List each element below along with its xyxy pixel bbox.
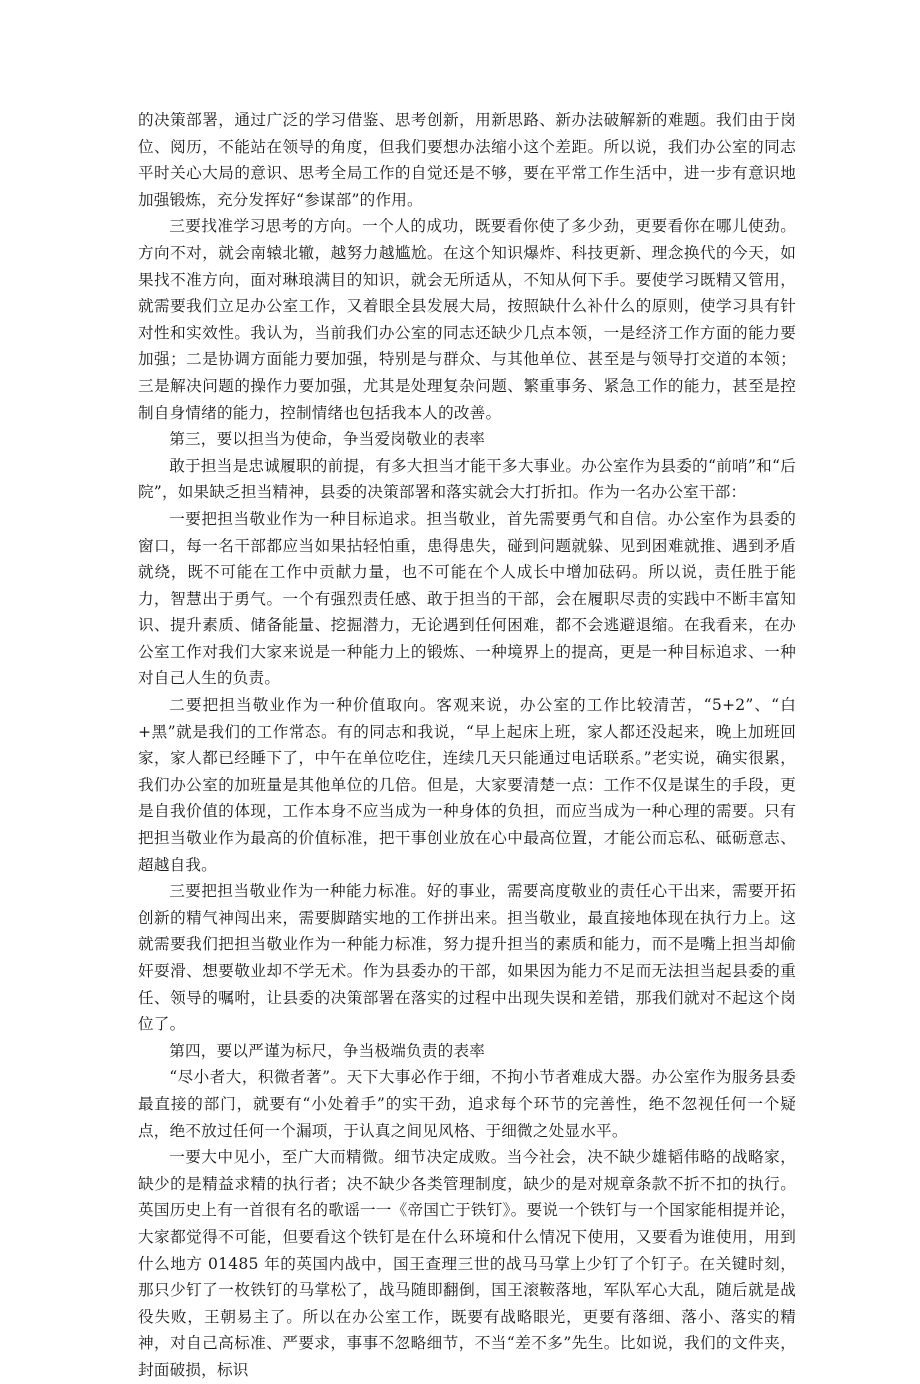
paragraph: 三要找准学习思考的方向。一个人的成功，既要看你使了多少劲，更要看你在哪儿使劲。方向不对，就会南辕北辙，越努力越尴尬。在这个知识爆炸、科技更新、理念换代的今天，如果找不准方向，面对琳琅满目的知识，就会无所适从，不知从何下手。要使学习既精又管用，就需要我们立足办公室工作，又着眼全县发展大局，按照缺什么补什么的原则，使学习具有针对性和实效性。我认为，当前我们办公室的同志还缺少几点本领，一是经济工作方面的能力要加强；二是协调方面能力要加强，特别是与群众、与其他单位、甚至是与领导打交道的本领；三是解决问题的操作力要加强，尤其是处理复杂问题、繁重事务、紧急工作的能力，甚至是控制自身情绪的能力，控制情绪也包括我本人的改善。 xyxy=(138,217,796,422)
section-heading: 第四，要以严谨为标尺，争当极端负责的表率 xyxy=(169,1041,486,1060)
paragraph: 敢于担当是忠诚履职的前提，有多大担当才能干多大事业。办公室作为县委的“前哨”和“后院”，如果缺乏担当精神，县委的决策部署和落实就会大打折扣。作为一名办公室干部： xyxy=(138,456,796,502)
paragraph: 的决策部署，通过广泛的学习借鉴、思考创新，用新思路、新办法破解新的难题。我们由于岗位、阅历，不能站在领导的角度，但我们要想办法缩小这个差距。所以说，我们办公室的同志平时关心大局的意识、思考全局工作的自觉还是不够，要在平常工作生活中，进一步有意识地加强锻炼，充分发挥好“参谋部”的作用。 xyxy=(138,111,796,209)
section-heading: 第三，要以担当为使命，争当爱岗敬业的表率 xyxy=(169,430,486,449)
paragraph: “尽小者大，积微者著”。天下大事必作于细，不拘小节者难成大器。办公室作为服务县委最直接的部门，就要有“小处着手”的实干劲，追求每个环节的完善性，绝不忽视任何一个疑点，绝不放过任何一个漏项，于认真之间见风格、于细微之处显水平。 xyxy=(138,1068,796,1140)
paragraph: 三要把担当敬业作为一种能力标准。好的事业，需要高度敬业的责任心干出来，需要开拓创新的精气神闯出来，需要脚踏实地的工作拼出来。担当敬业，最直接地体现在执行力上。这就需要我们把担当敬业作为一种能力标准，努力提升担当的素质和能力，而不是嘴上担当却偷奸耍滑、想要敬业却不学无术。作为县委办的干部，如果因为能力不足而无法担当起县委的重任、领导的嘱咐，让县委的决策部署在落实的过程中出现失误和差错，那我们就对不起这个岗位了。 xyxy=(138,882,796,1034)
document-page xyxy=(138,107,796,1384)
paragraph: 一要大中见小，至广大而精微。细节决定成败。当今社会，决不缺少雄韬伟略的战略家，缺少的是精益求精的执行者；决不缺少各类管理制度，缺少的是对规章条款不折不扣的执行。英国历史上有一首很有名的歌谣一一《帝国亡于铁钉》。要说一个铁钉与一个国家能相提并论，大家都觉得不可能，但要看这个铁钉是在什么环境和什么情况下使用，又要看为谁使用，用到什么地方 01485 年的英国内战中，国王查理三世的战马马掌上少钉了个钉子。在关键时刻，那只少钉了一枚铁钉的马掌松了，战马随即翻倒，国王滚鞍落地，军队军心大乱，随后就是战役失败，王朝易主了。所以在办公室工作，既要有战略眼光，更要有落细、落小、落实的精神，对自己高标准、严要求，事事不忽略细节，不当“差不多”先生。比如说，我们的文件夹，封面破损，标识 xyxy=(138,1148,796,1379)
paragraph: 二要把担当敬业作为一种价值取向。客观来说，办公室的工作比较清苦，“5+2”、“白+黑”就是我们的工作常态。有的同志和我说，“早上起床上班，家人都还没起来，晚上加班回家，家人都已经睡下了，中午在单位吃住，连续几天只能通过电话联系。”老实说，确实很累，我们办公室的加班量是其他单位的几倍。但是，大家要清楚一点：工作不仅是谋生的手段，更是自我价值的体现，工作本身不应当成为一种身体的负担，而应当成为一种心理的需要。只有把担当敬业作为最高的价值标准，把干事创业放在心中最高位置，才能公而忘私、砥砺意志、超越自我。 xyxy=(138,696,796,874)
paragraph: 一要把担当敬业作为一种目标追求。担当敬业，首先需要勇气和自信。办公室作为县委的窗口，每一名干部都应当如果拈轻怕重，患得患失，碰到问题就躲、见到困难就推、遇到矛盾就绕，既不可能在工作中贡献力量，也不可能在个人成长中增加砝码。所以说，责任胜于能力，智慧出于勇气。一个有强烈责任感、敢于担当的干部，会在履职尽责的实践中不断丰富知识、提升素质、储备能量、挖掘潜力，无论遇到任何困难，都不会逃避退缩。在我看来，在办公室工作对我们大家来说是一种能力上的锻炼、一种境界上的提高，更是一种目标追求、一种对自己人生的负责。 xyxy=(138,509,796,688)
